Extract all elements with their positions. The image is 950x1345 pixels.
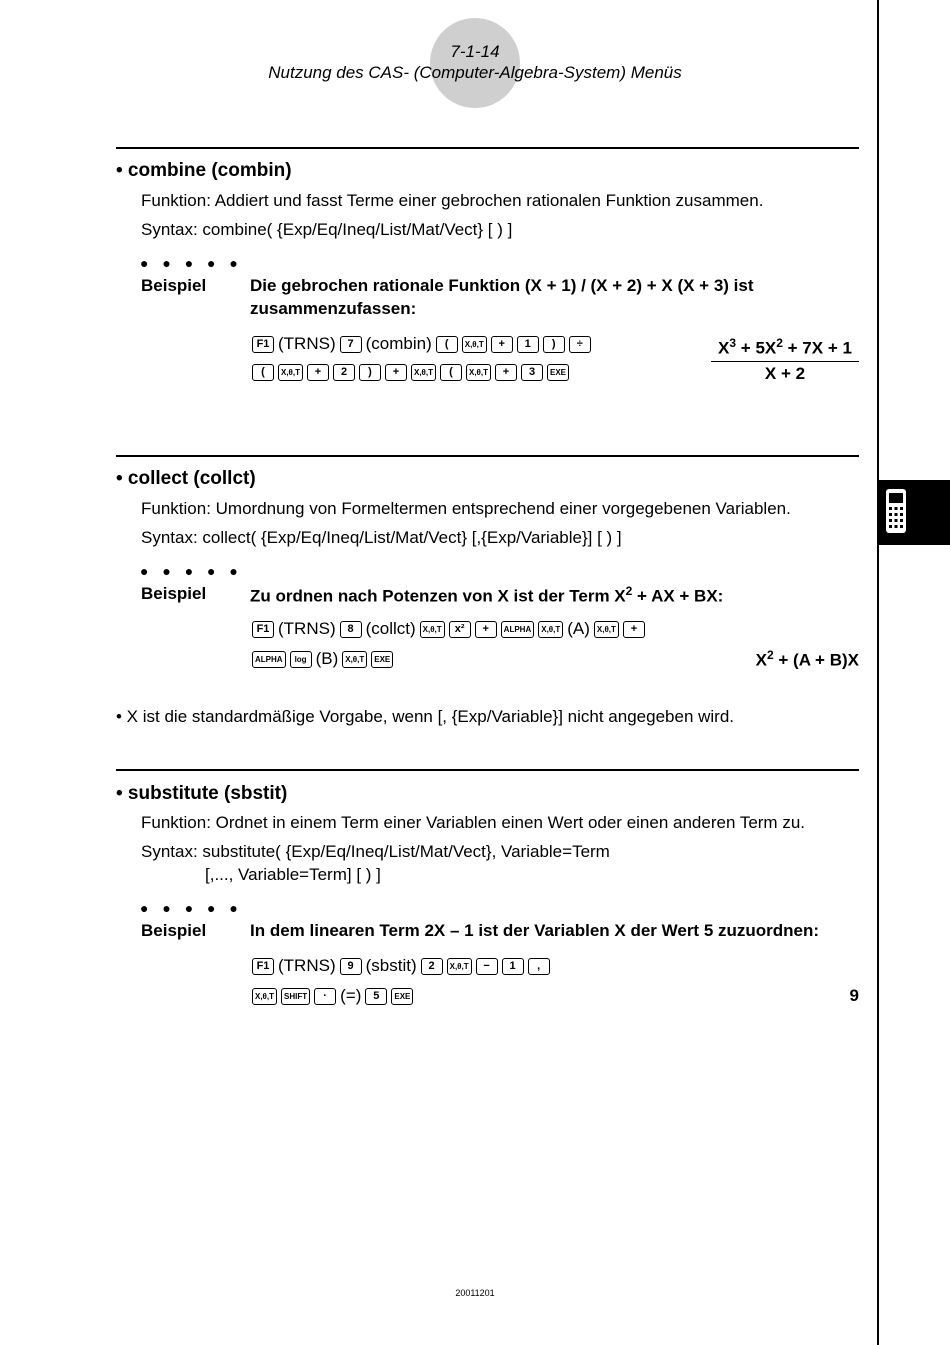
key-2: 2 xyxy=(421,958,443,975)
key-label: (combin) xyxy=(365,334,432,353)
key-1: 1 xyxy=(502,958,524,975)
key-square: x² xyxy=(449,621,471,638)
key-sequence-line-1 xyxy=(252,619,645,639)
example-description: In dem linearen Term 2X – 1 ist der Variablen X der Wert 5 zuzuordnen: xyxy=(250,921,820,940)
result-fraction xyxy=(711,336,859,384)
key-xthetat: X,θ,T xyxy=(447,958,472,975)
key-minus: − xyxy=(476,958,498,975)
key-label: (TRNS) xyxy=(278,619,336,638)
key-label: (sbstit) xyxy=(365,956,417,975)
right-margin-rule xyxy=(877,0,879,1345)
key-plus: + xyxy=(491,336,513,353)
key-label: (=) xyxy=(340,986,362,1005)
section-title: • combine (combin) xyxy=(116,160,292,181)
syntax-text: Syntax: combine( {Exp/Eq/Ineq/List/Mat/Vect} [ ) ] xyxy=(141,220,513,239)
example-description: Zu ordnen nach Potenzen von X ist der Term $X^2$ + AX + BX: xyxy=(250,584,724,606)
key-open-paren: ( xyxy=(440,364,462,381)
key-sequence-line-1 xyxy=(252,334,591,354)
syntax-text: Syntax: collect( {Exp/Eq/Ineq/List/Mat/Vect} [,{Exp/Variable}] [ ) ] xyxy=(141,528,622,547)
key-label: (A) xyxy=(567,619,590,638)
example-dots: ● ● ● ● ● xyxy=(140,563,243,579)
result-value: 9 xyxy=(849,986,859,1005)
beispiel-label: Beispiel xyxy=(141,584,207,603)
syntax-text-cont: [,..., Variable=Term] [ ) ] xyxy=(205,865,381,884)
key-2: 2 xyxy=(333,364,355,381)
key-sequence-line-2 xyxy=(252,364,569,381)
beispiel-label: Beispiel xyxy=(141,276,207,295)
key-9: 9 xyxy=(340,958,362,975)
example-dots: ● ● ● ● ● xyxy=(140,900,243,916)
key-open-paren: ( xyxy=(252,364,274,381)
key-label: (collct) xyxy=(365,619,416,638)
key-log: log xyxy=(290,651,312,668)
key-xthetat: X,θ,T xyxy=(420,621,445,638)
key-sequence-line-2 xyxy=(252,986,413,1006)
key-exe: EXE xyxy=(391,988,413,1005)
example-description-cont: zusammenzufassen: xyxy=(250,299,417,318)
funktion-text: Funktion: Umordnung von Formeltermen entsprechend einer vorgegebenen Variablen. xyxy=(141,499,791,518)
section-divider xyxy=(116,769,859,771)
section-title: • collect (collct) xyxy=(116,468,256,489)
key-xthetat: X,θ,T xyxy=(462,336,487,353)
funktion-text: Funktion: Addiert und fasst Terme einer gebrochen rationalen Funktion zusammen. xyxy=(141,191,764,210)
key-label: (TRNS) xyxy=(278,956,336,975)
key-label: (B) xyxy=(315,649,339,668)
key-exe: EXE xyxy=(371,651,393,668)
key-alpha: ALPHA xyxy=(252,651,286,668)
key-xthetat: X,θ,T xyxy=(342,651,367,668)
key-close-paren: ) xyxy=(543,336,565,353)
key-8: 8 xyxy=(340,621,362,638)
key-5: 5 xyxy=(365,988,387,1005)
key-exe: EXE xyxy=(547,364,569,381)
key-close-paren: ) xyxy=(359,364,381,381)
page-number: 7-1-14 xyxy=(450,42,500,61)
note-text: • X ist die standardmäßige Vorgabe, wenn [, {Exp/Variable}] nicht angegeben wird. xyxy=(116,707,735,726)
key-sequence-line-1 xyxy=(252,956,550,976)
key-f1: F1 xyxy=(252,621,274,638)
key-dot: · xyxy=(314,988,336,1005)
result-numerator: $X^3 + 5X^2 + 7X + 1$ xyxy=(711,336,859,362)
example-description: Die gebrochen rationale Funktion (X + 1) / (X + 2) + X (X + 3) ist xyxy=(250,276,754,295)
footer-code: 20011201 xyxy=(455,1288,495,1298)
key-plus: + xyxy=(385,364,407,381)
result-expression: $X^2 + (A + B)X$ xyxy=(755,648,859,670)
key-divide: ÷ xyxy=(569,336,591,353)
key-xthetat: X,θ,T xyxy=(252,988,277,1005)
beispiel-label: Beispiel xyxy=(141,921,207,940)
key-alpha: ALPHA xyxy=(501,621,535,638)
key-label: (TRNS) xyxy=(278,334,336,353)
side-tab xyxy=(879,480,950,545)
key-shift: SHIFT xyxy=(281,988,310,1005)
key-1: 1 xyxy=(517,336,539,353)
key-xthetat: X,θ,T xyxy=(278,364,303,381)
section-divider xyxy=(116,147,859,149)
key-plus: + xyxy=(623,621,645,638)
key-3: 3 xyxy=(521,364,543,381)
key-xthetat: X,θ,T xyxy=(538,621,563,638)
section-title: • substitute (sbstit) xyxy=(116,783,288,804)
key-comma: , xyxy=(528,958,550,975)
key-plus: + xyxy=(475,621,497,638)
funktion-text: Funktion: Ordnet in einem Term einer Variablen einen Wert oder einen anderen Term zu. xyxy=(141,813,805,832)
section-divider xyxy=(116,455,859,457)
key-plus: + xyxy=(307,364,329,381)
key-open-paren: ( xyxy=(436,336,458,353)
key-f1: F1 xyxy=(252,958,274,975)
syntax-text: Syntax: substitute( {Exp/Eq/Ineq/List/Mat/Vect}, Variable=Term xyxy=(141,842,610,861)
key-xthetat: X,θ,T xyxy=(594,621,619,638)
key-7: 7 xyxy=(340,336,362,353)
result-denominator: X + 2 xyxy=(764,363,806,383)
key-f1: F1 xyxy=(252,336,274,353)
key-xthetat: X,θ,T xyxy=(466,364,491,381)
key-sequence-line-2 xyxy=(252,649,393,669)
example-dots: ● ● ● ● ● xyxy=(140,255,243,271)
header-title: Nutzung des CAS- (Computer-Algebra-System) Menüs xyxy=(268,63,682,82)
key-plus: + xyxy=(495,364,517,381)
calculator-icon xyxy=(879,480,950,545)
key-xthetat: X,θ,T xyxy=(411,364,436,381)
